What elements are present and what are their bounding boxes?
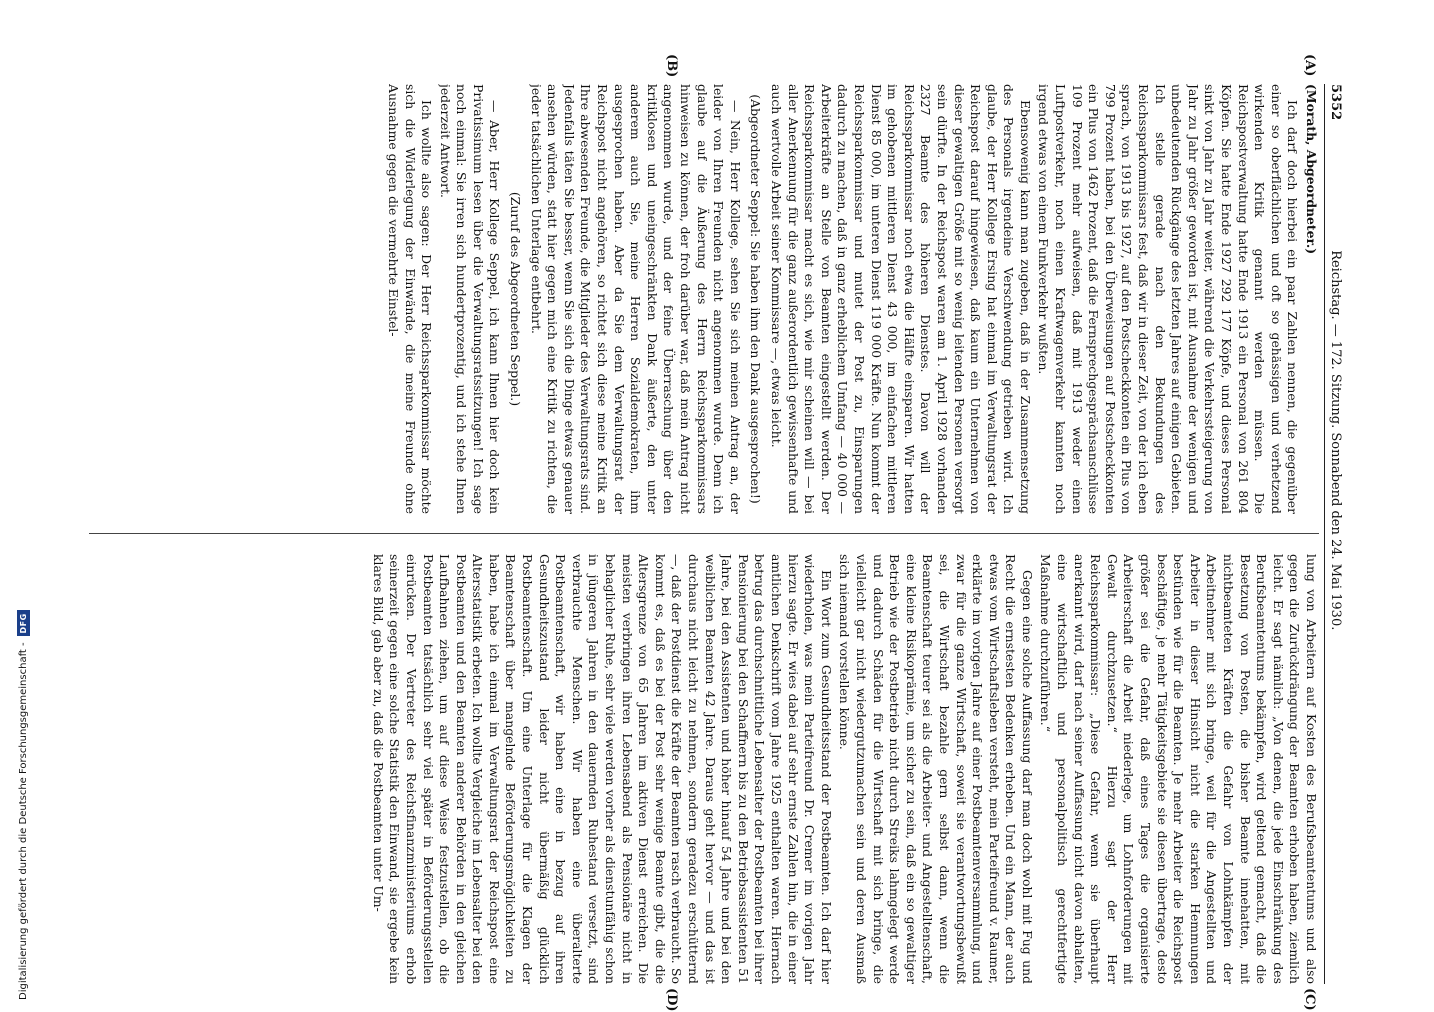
margin-mark-a: (A)	[1302, 54, 1317, 77]
paragraph: — Nein, Herr Kollege, sehen Sie sich meinen Antrag an, der leider von Ihren Freunden nicht angenommen wurde. Denn ich glaube auf die Äußerung des Herrn Reichssparkommissars hinweisen zu können, der froh darüber war, daß mein Antrag nicht angenommen wurde, und der feine Überraschung über den kritiklosen und uneingeschränkten Dank äußerte, den unter anderem auch Sie, meine Herren Sozialdemokraten, ihm ausgesprochen haben. Aber da Sie dem Verwaltungsrat der Reichspost nicht angehören, so richtet sich diese meine Kritik an Ihre abwesenden Freunde, die Mitglieder des Verwaltungsrats sind. Jedenfalls täten Sie besser, wenn Sie sich die Dinge etwas genauer ansehen würden, statt hier gegen mich eine Kritik zu richten, die jeder tatsächlichen Unterlage entbehrt.	[528, 84, 743, 514]
paragraph: Ebensowenig kann man zugeben, daß in der Zusammensetzung des Personals irgendeine Verschwendung getrieben wird. Ich glaube, der Herr Kollege Ersing hat einmal im Verwaltungsrat der Reichspost darauf hingewiesen, daß kaum ein Unternehmen von dieser gewaltigen Größe mit so wenig leitenden Personen versorgt sein dürfte. In der Reichspost waren am 1. April 1928 vorhanden 2327 Beamte des höheren Dienstes. Davon will der Reichssparkommissar noch etwa die Hälfte einsparen. Wir hatten im gehobenen mittleren Dienst 43 000, im einfachen mittleren Dienst 85 000, im unteren Dienst 119 000 Kräfte. Nun kommt der Reichssparkommissar und mutet der Post zu, Einsparungen dadurch zu machen, daß in ganz erheblichem Umfang — 40 000 — Arbeiterkräfte an Stelle von Beamten eingestellt werden. Der Reichssparkommissar macht es sich, wie mir scheinen will — bei aller Anerkennung für die ganz außerordentlich gewissenhafte und auch wertvolle Arbeit seiner Kommissare —, etwas leicht.	[769, 84, 1033, 514]
margin-mark-c: (C)	[1302, 988, 1317, 1011]
dfg-logo: DFG	[17, 610, 30, 636]
margin-mark-b: (B)	[664, 54, 679, 78]
digitization-footer	[14, 10, 32, 1000]
paragraph: lung von Arbeitern auf Kosten des Berufsbeamtentums und also gegen die Zurückdrängung der Beamten erhoben haben, ziemlich leicht. Er sagt nämlich: „Von denen, die jede Einschränkung des Berufsbeamtentums bekämpfen, wird geltend gemacht, daß die Besetzung von Posten, die bisher Beamte innehatten, mit nichtbeamteten Kräften die Gefahr von Lohnkämpfen der Arbeitnehmer mit sich bringe, weil für die Angestellten und Arbeiter in dieser Hinsicht nicht die starken Hemmungen bestünden wie für die Beamten. Je mehr Arbeiter die Reichspost beschäftige, je mehr Tätigkeitsgebiete sie diesen übertrage, desto größer sei die Gefahr, daß eines Tages die organisierte Arbeiterschaft die Arbeit niederlege, um Lohnforderungen mit Gewalt durchzusetzen.“ Hierzu sagt der Herr Reichssparkommissar: „Diese Gefahr, wenn sie überhaupt anerkannt wird, darf nach seiner Auffassung nicht davon abhalten, eine wirtschaftlich und personalpolitisch gerechtfertigte Maßnahme durchzuführen.“	[1038, 554, 1319, 984]
right-column	[89, 554, 1319, 984]
speaker-line: (Morath, Abgeordneter.)	[1304, 84, 1319, 255]
column-divider	[89, 533, 1319, 534]
rotated-page	[87, 54, 1347, 1012]
paragraph: — Aber, Herr Kollege Seppel, ich kann Ihnen hier doch kein Privatissimum lesen über die Verwaltungsratssitzungen! Ich sage noch einmal: Sie irren sich hundertprozentig, und ich stehe Ihnen jederzeit Antwort.	[437, 84, 503, 514]
interjection: (Abgeordneter Seppel: Sie haben ihm den Dank ausgesprochen!)	[748, 94, 764, 504]
footer-text: Digitalisierung gefördert durch die Deutsche Forschungsgemeinschaft -	[17, 642, 29, 1000]
running-title: Reichstag. — 172. Sitzung. Sonnabend den 24. Mai 1930.	[1328, 250, 1344, 631]
paragraph: Gegen eine solche Auffassung darf man doch wohl mit Fug und Recht die ernstesten Bedenken erheben. Und ein Mann, der auch etwas vom Wirtschaftsleben versteht, mein Parteifreund v. Raumer, erklärte im vorigen Jahre auf einer Postbeamtenversammlung, und zwar für die ganze Wirtschaft, soweit sie verantwortungsbewußt sei, die Wirtschaft bezahle gern selbst dann, wenn die Beamtenschaft teurer sei als die Arbeiter- und Angestelltenschaft, eine kleine Risikoprämie, um sicher zu sein, daß ein so gewaltiger Betrieb wie der Postbetrieb nicht durch Streiks lahmgelegt werde und dadurch Schäden für die Wirtschaft mit sich bringe, die vielleicht gar nicht wiedergutzumachen sein und deren Ausmaß sich niemand vorstellen könne.	[837, 554, 1035, 984]
interjection: (Zuruf des Abgeordneten Seppel.)	[508, 191, 524, 407]
margin-mark-d: (D)	[664, 988, 679, 1012]
paragraph: Ein Wort zum Gesundheitsstand der Postbeamten. Ich darf hier wiederholen, was mein Parteifreund Dr. Cremer im vorigen Jahr hierzu sagte. Er wies dabei auf sehr ernste Zahlen hin, die in einer amtlichen Denkschrift vom Jahre 1925 enthalten waren. Hiernach betrug das durchschnittliche Lebensalter der Postbeamten bei ihrer Pensionierung bei den Schaffnern bis zu den Betriebsassistenten 51 Jahre, bei den Assistenten und höher hinauf 54 Jahre und bei den weiblichen Beamten 42 Jahre. Daraus geht hervor — und das ist durchaus nicht leicht zu nehmen, sondern geradezu erschütternd —, daß der Postdienst die Kräfte der Beamten rasch verbraucht. So kommt es, daß es bei der Post sehr wenige Beamte gibt, die die Altersgrenze von 65 Jahren im aktiven Dienst erreichen. Die meisten verbringen ihren Lebensabend als Pensionäre nicht in behaglicher Ruhe, sehr viele werden vorher als dienstunfähig schon in jüngeren Jahren in den dauernden Ruhestand versetzt, sind verbrauchte Menschen. Wir haben eine überalterte Postbeamtenschaft, wir haben eine in bezug auf ihren Gesundheitszustand leider nicht übermäßig glücklich Postbeamtenschaft. Um eine Unterlage für die Klagen der Beamtenschaft über mangelnde Beförderungsmöglichkeiten zu haben, habe ich einmal im Verwaltungsrat der Reichspost eine Altersstatistik erbeten. Ich wollte Vergleiche im Lebensalter bei den Postbeamten und den Beamten anderer Behörden in den gleichen Laufbahnen ziehen, um auf diese Weise festzustellen, ob die Postbeamten tatsächlich sehr viel später in Beförderungsstellen einrücken. Der Vertreter des Reichsfinanzministeriums erhob seinerzeit gegen eine solche Statistik den Einwand, sie ergebe kein klares Bild, gab aber zu, daß die Postbeamten unter Um-	[370, 554, 834, 984]
paragraph: Ich wollte also sagen: Der Herr Reichssparkommissar möchte sich die Widerlegung der Einwände, die meine Freunde ohne Ausnahme gegen die vermehrte Einstel-	[385, 84, 435, 514]
text-columns	[89, 54, 1319, 1012]
left-column	[89, 84, 1319, 514]
running-head	[1324, 84, 1347, 984]
paragraph: Ich darf doch hierbei ein paar Zahlen nennen, die gegenüber einer so oberflächlichen und oft so gehässigen und verhetzend wirkenden Kritik genannt werden müssen. Die Reichspostverwaltung hatte Ende 1913 ein Personal von 261 804 Köpfen. Sie hatte Ende 1927 292 177 Köpfe, und dieses Personal sinkt von Jahr zu Jahr weiter, während die Verkehrssteigerung von Jahr zu Jahr größer geworden ist, mit Ausnahme der wenigen und unbedeutenden Rückgänge des letzten Jahres auf einigen Gebieten. Ich stelle gerade nach den Bekundungen des Reichssparkommissars fest, daß wir in dieser Zeit, von der ich eben sprach, von 1913 bis 1927, auf den Postscheckkonten ein Plus von 799 Prozent haben, bei den Überweisungen auf Postscheckkonten ein Plus von 1462 Prozent, daß die Fernsprechgesprächsanschlüsse 109 Prozent mehr aufweisen, daß mit 1913 weder einen Luftpostverkehr, noch einen Kraftwagenverkehr kannten noch irgend etwas von einem Funkverkehr wußten.	[1036, 84, 1301, 514]
page-number: 5352	[1328, 84, 1344, 121]
